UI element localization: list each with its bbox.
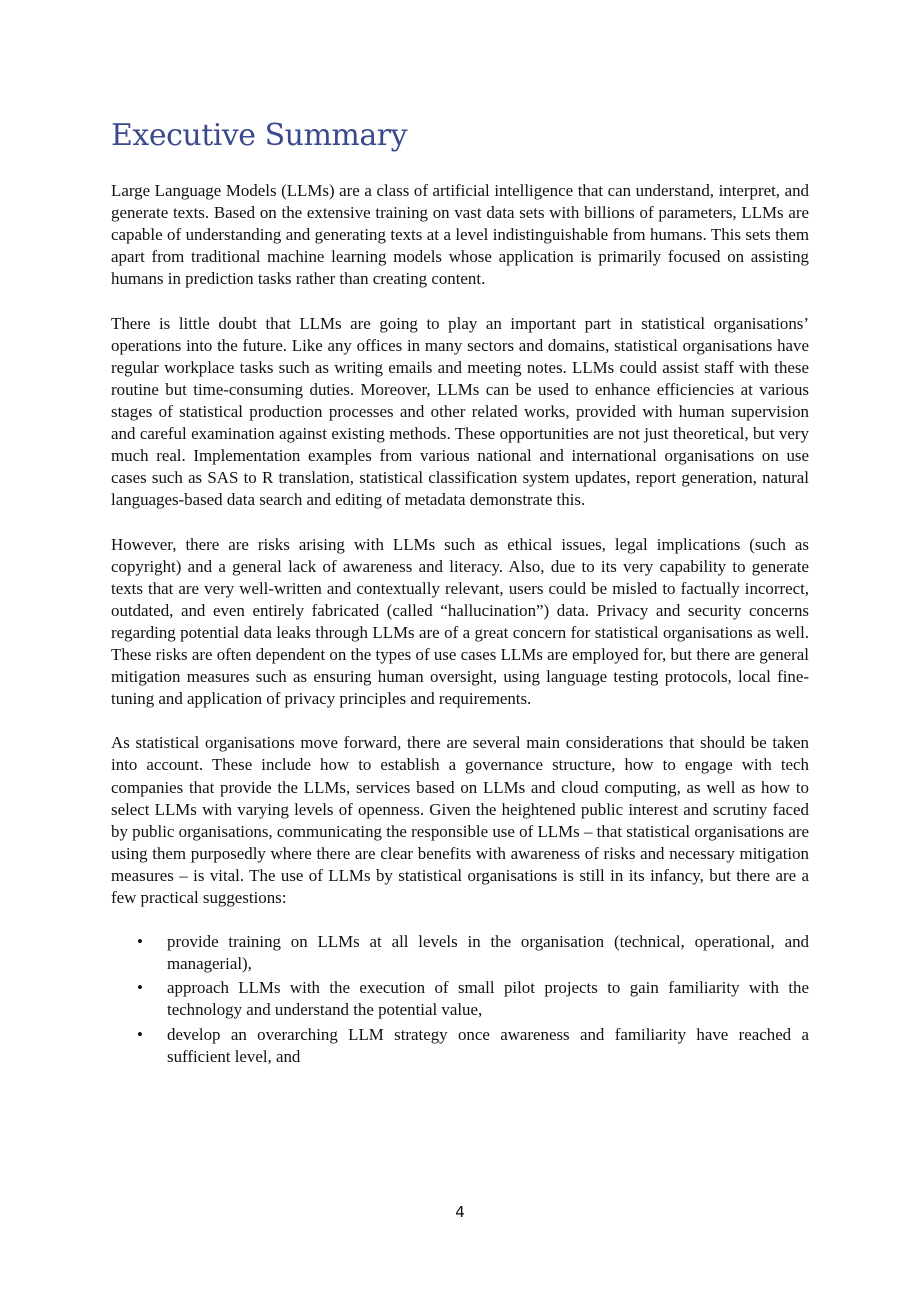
list-item <box>111 931 809 975</box>
paragraph-opportunities: There is little doubt that LLMs are going to play an important part in statistical organisations’ operations into the future. Like any offices in many sectors and domains, statistical organisations have regular workplace tasks such as writing emails and meeting notes. LLMs could assist staff with these routine but time-consuming duties. Moreover, LLMs can be used to enhance efficiencies at various stages of statistical production processes and other related works, provided with human supervision and careful examination against existing methods. These opportunities are not just theoretical, but very much real. Implementation examples from various national and international organisations on use cases such as SAS to R translation, statistical classification system updates, report generation, natural languages-based data search and editing of metadata demonstrate this. <box>111 313 809 510</box>
list-item <box>111 977 809 1021</box>
list-item-text: provide training on LLMs at all levels in the organisation (technical, operational, and managerial), <box>167 932 809 974</box>
list-item-text: approach LLMs with the execution of small pilot projects to gain familiarity with the technology and understand the potential value, <box>167 978 809 1020</box>
list-item <box>111 1024 809 1068</box>
paragraph-intro: Large Language Models (LLMs) are a class of artificial intelligence that can understand, interpret, and generate texts. Based on the extensive training on vast data sets with billions of parameters, LLMs are capable of understanding and generating texts at a level indistinguishable from humans. This sets them apart from traditional machine learning models whose application is primarily focused on assisting humans in prediction tasks rather than creating content. <box>111 181 809 289</box>
suggestions-list <box>111 931 809 1068</box>
bullet-icon: • <box>137 1024 143 1044</box>
page-number: 4 <box>455 1203 465 1221</box>
document-body <box>111 180 809 1070</box>
section-heading: Executive Summary <box>111 118 408 153</box>
bullet-icon: • <box>137 932 143 952</box>
list-item-text: develop an overarching LLM strategy once awareness and familiarity have reached a sufficient level, and <box>167 1024 809 1066</box>
paragraph-considerations: As statistical organisations move forward, there are several main considerations that should be taken into account. These include how to establish a governance structure, how to engage with tech companies that provide the LLMs, services based on LLMs and cloud computing, as well as how to select LLMs with varying levels of openness. Given the heightened public interest and scrutiny faced by public organisations, communicating the responsible use of LLMs – that statistical organisations are using them purposedly where there are clear benefits with awareness of risks and necessary mitigation measures – is vital. The use of LLMs by statistical organisations is still in its infancy, but there are a few practical suggestions: <box>111 733 809 907</box>
paragraph-risks: However, there are risks arising with LLMs such as ethical issues, legal implications (such as copyright) and a general lack of awareness and literacy. Also, due to its very capability to generate texts that are very well-written and contextually relevant, users could be misled to factually incorrect, outdated, and even entirely fabricated (called “hallucination”) data. Privacy and security concerns regarding potential data leaks through LLMs are of a great concern for statistical organisations as well. These risks are often dependent on the types of use cases LLMs are employed for, but there are general mitigation measures such as ensuring human oversight, using language testing protocols, local fine-tuning and application of privacy principles and requirements. <box>111 534 809 709</box>
bullet-icon: • <box>137 978 143 998</box>
